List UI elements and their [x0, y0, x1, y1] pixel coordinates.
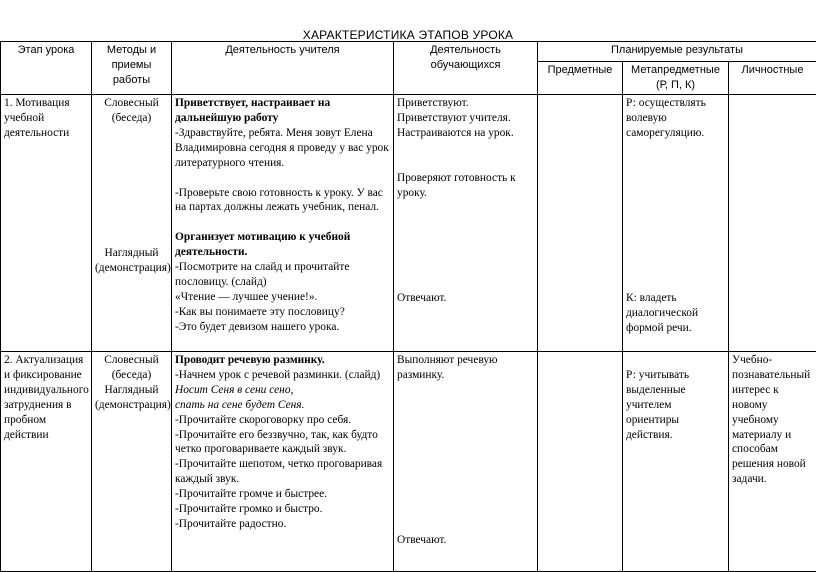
personal-results-cell: Учебно-познавательный интерес к новому учебному материалу и способам решения новой задачи. [729, 352, 816, 572]
student-action: Отвечают. [397, 291, 534, 306]
header-student-activity: Деятельность обучающихся [394, 42, 538, 95]
teacher-speech: -Начнем урок с речевой разминки. (слайд) [175, 368, 390, 383]
meta-results-cell [623, 95, 729, 352]
lesson-stages-table [0, 41, 816, 572]
teacher-speech: «Чтение — лучшее учение!». [175, 290, 390, 305]
teacher-speech: -Прочитайте его беззвучно, так, как будто четко проговариваете каждый звук. [175, 428, 390, 458]
teacher-action-heading: Организует мотивацию к учебной деятельности. [175, 230, 390, 260]
header-meta-results: Метапредметные (Р, П, К) [623, 62, 729, 95]
teacher-speech: -Прочитайте скороговорку про себя. [175, 413, 390, 428]
teacher-speech: -Прочитайте громко и быстро. [175, 502, 390, 517]
tongue-twister-line: спать на сене будет Сеня. [175, 398, 390, 413]
header-stage: Этап урока [1, 42, 92, 95]
teacher-speech: -Прочитайте радостно. [175, 517, 390, 532]
header-teacher-activity: Деятельность учителя [172, 42, 394, 95]
subject-results-cell [538, 352, 623, 572]
student-action: Приветствуют учителя. [397, 111, 534, 126]
header-planned-results: Планируемые результаты [538, 42, 816, 62]
meta-result-regulatory: Р: осуществлять волевую саморегуляцию. [626, 96, 725, 141]
method-visual: Наглядный (демонстрация) [95, 383, 168, 413]
header-personal-results: Личностные [729, 62, 816, 95]
student-action: Проверяют готовность к уроку. [397, 171, 534, 201]
meta-result-communicative: К: владеть диалогической формой речи. [626, 291, 725, 336]
stage-cell: 2. Актуализация и фиксирование индивидуального затруднения в пробном действии [1, 352, 92, 572]
methods-cell [92, 95, 172, 352]
personal-results-cell [729, 95, 816, 352]
method-visual: Наглядный (демонстрация) [95, 246, 168, 276]
student-action: Настраиваются на урок. [397, 126, 534, 141]
student-activity-cell [394, 352, 538, 572]
table-row [1, 352, 816, 572]
methods-cell [92, 352, 172, 572]
tongue-twister-line: Носит Сеня в сени сено, [175, 383, 390, 398]
header-subject-results: Предметные [538, 62, 623, 95]
teacher-activity-cell [172, 352, 394, 572]
meta-result-regulatory: Р: учитывать выделенные учителем ориентиры действия. [626, 368, 725, 443]
student-action: Приветствуют. [397, 96, 534, 111]
teacher-activity-cell [172, 95, 394, 352]
student-activity-cell [394, 95, 538, 352]
teacher-action-heading: Приветствует, настраивает на дальнейшую работу [175, 96, 390, 126]
table-row [1, 95, 816, 352]
meta-results-cell [623, 352, 729, 572]
teacher-speech: -Как вы понимаете эту пословицу? [175, 305, 390, 320]
header-row-1 [1, 42, 816, 62]
stage-cell: 1. Мотивация учебной деятельности [1, 95, 92, 352]
teacher-speech: -Прочитайте шепотом, четко проговаривая каждый звук. [175, 457, 390, 487]
teacher-speech: -Прочитайте громче и быстрее. [175, 487, 390, 502]
student-action: Выполняют речевую разминку. [397, 353, 534, 383]
header-methods: Методы и приемы работы [92, 42, 172, 95]
subject-results-cell [538, 95, 623, 352]
teacher-speech: -Проверьте свою готовность к уроку. У вас на партах должны лежать учебник, пенал. [175, 186, 390, 216]
method-verbal: Словесный (беседа) [95, 353, 168, 383]
method-verbal: Словесный (беседа) [95, 96, 168, 126]
teacher-speech: -Здравствуйте, ребята. Меня зовут Елена Владимировна сегодня я проведу у вас урок литературного чтения. [175, 126, 390, 171]
teacher-action-heading: Проводит речевую разминку. [175, 353, 390, 368]
document-title: ХАРАКТЕРИСТИКА ЭТАПОВ УРОКА [0, 28, 816, 42]
student-action: Отвечают. [397, 533, 534, 548]
teacher-speech: -Посмотрите на слайд и прочитайте пословицу. (слайд) [175, 260, 390, 290]
teacher-speech: -Это будет девизом нашего урока. [175, 320, 390, 335]
